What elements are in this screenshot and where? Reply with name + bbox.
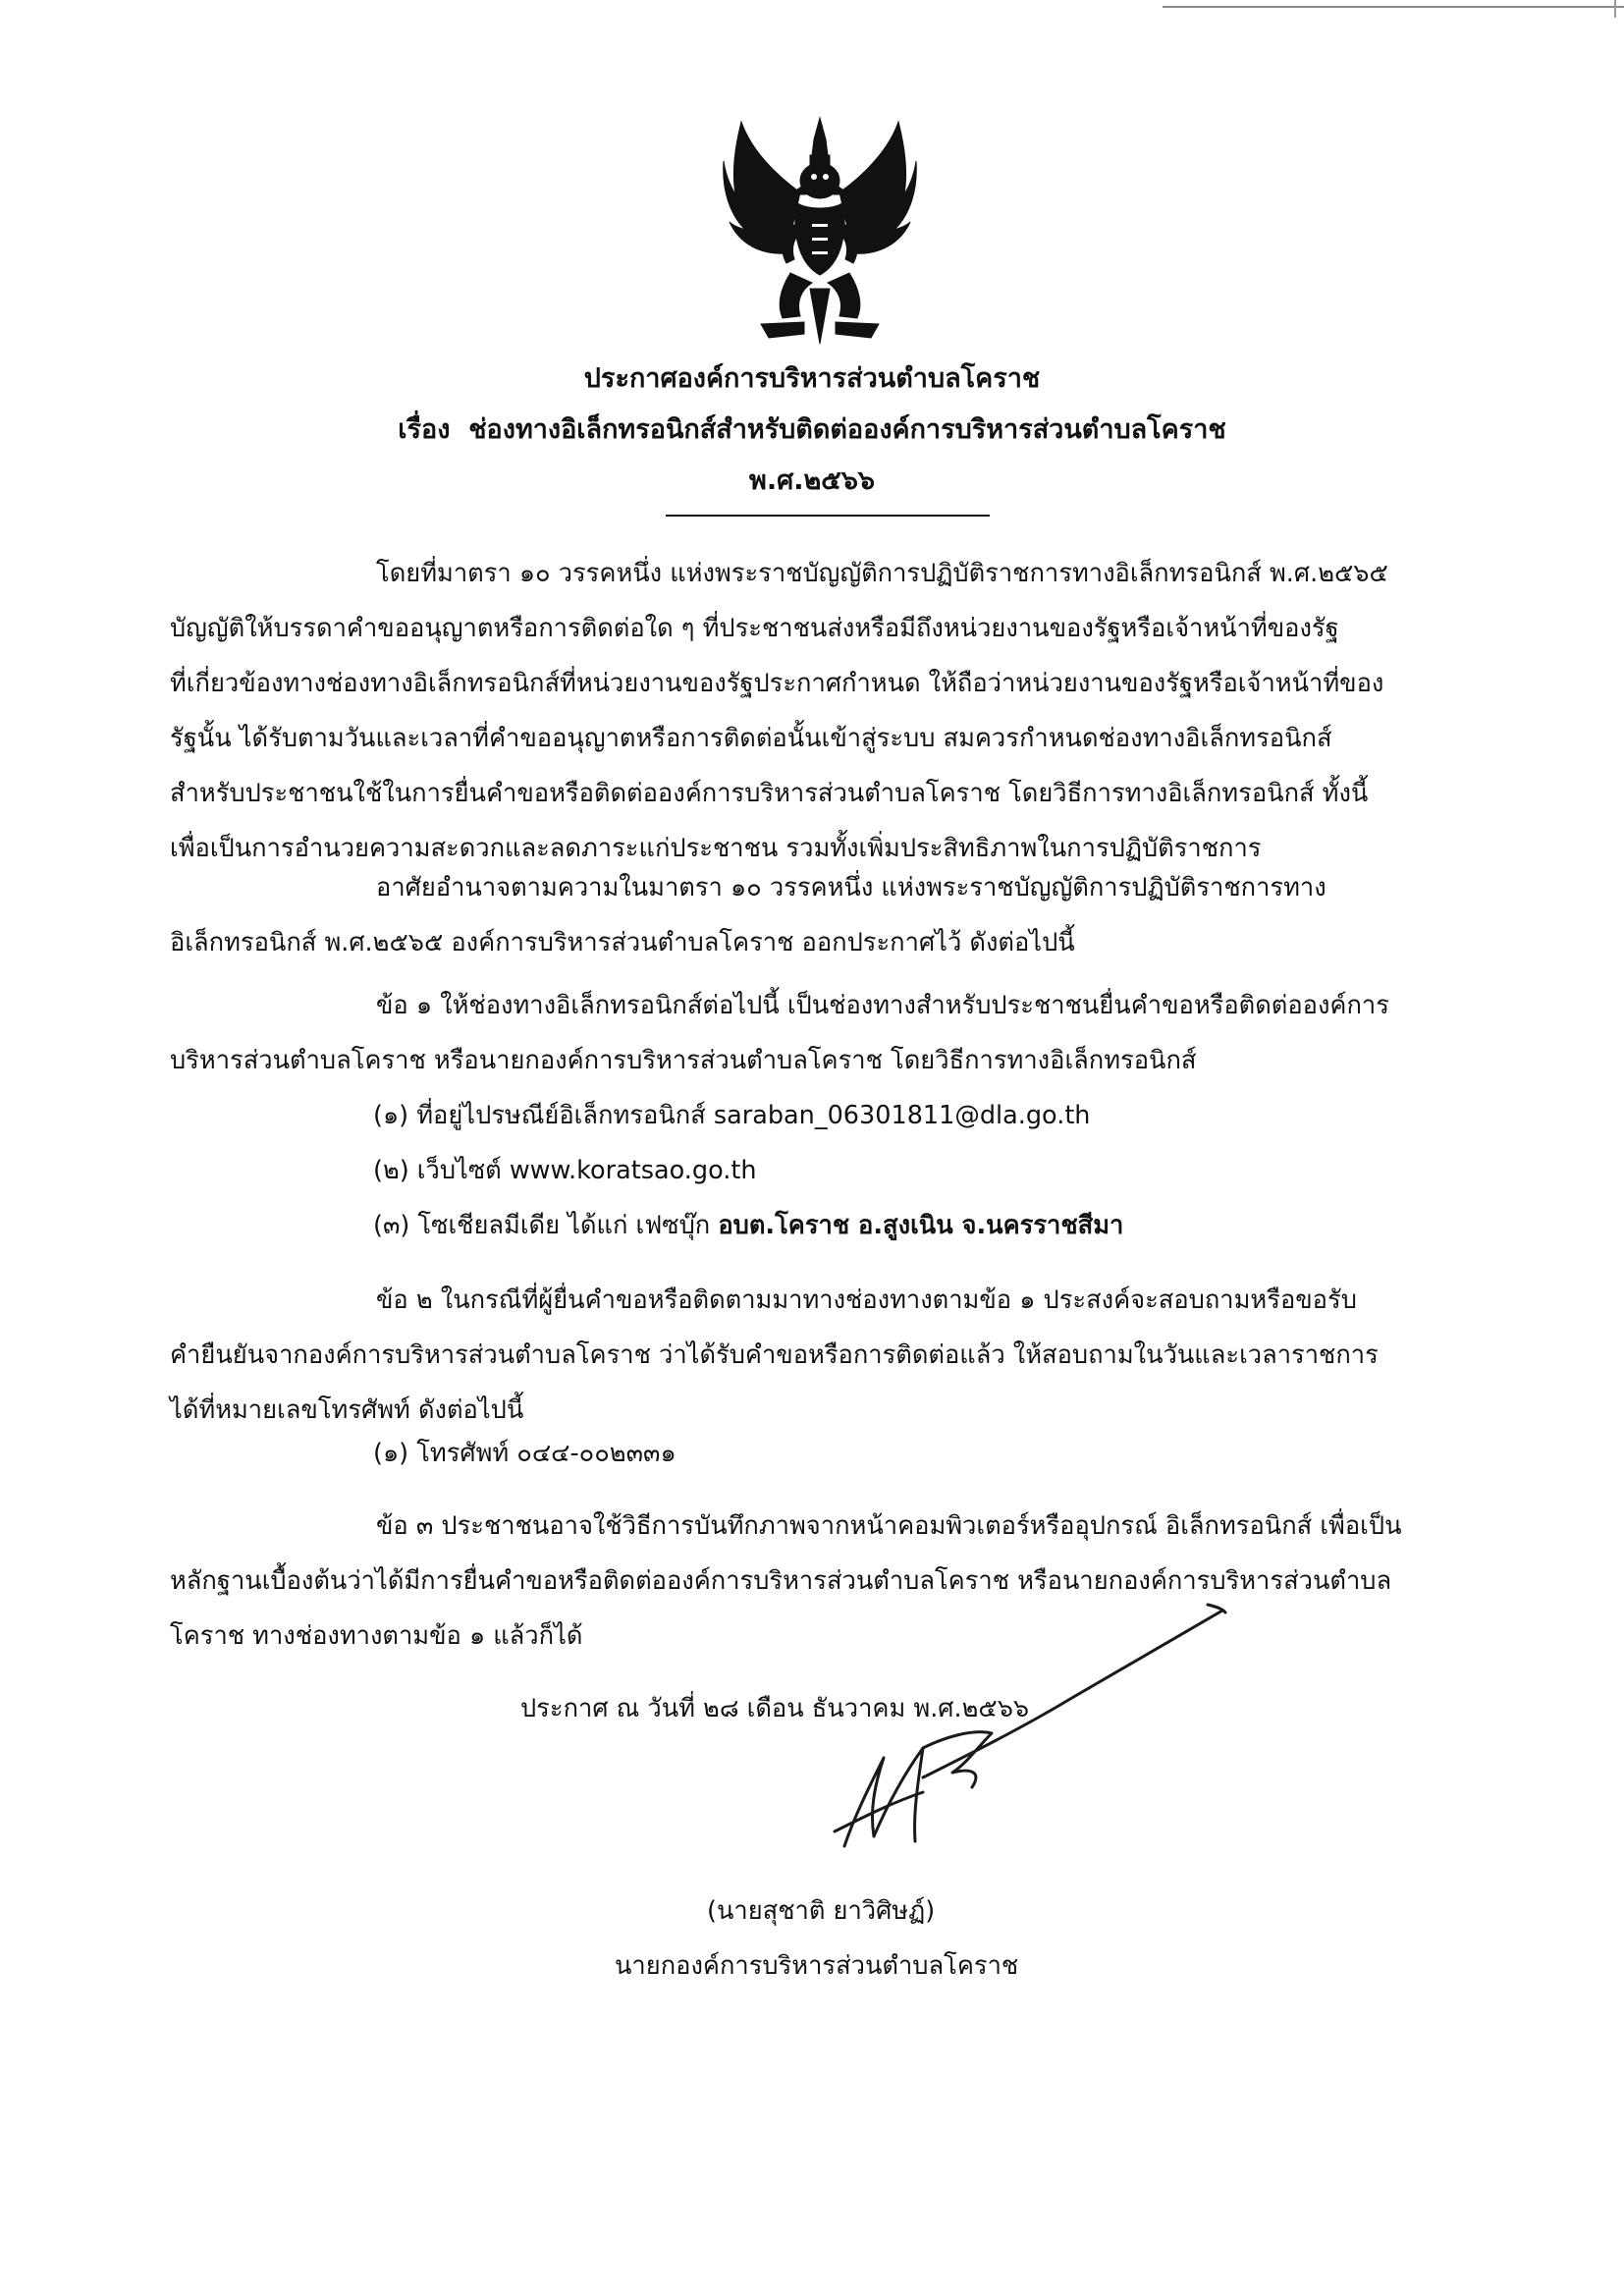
announcement-year: พ.ศ.๒๕๖๖ <box>749 465 875 496</box>
announcement-title: ประกาศองค์การบริหารส่วนตำบลโคราช <box>583 363 1041 394</box>
paragraph-line: หลักฐานเบื้องต้นว่าได้มีการยื่นคำขอหรือติดต่อองค์การบริหารส่วนตำบลโคราช หรือนายกองค์การบริหารส่วนตำบล <box>170 1566 1392 1596</box>
channel-website: (๒) เว็บไซต์ www.koratsao.go.th <box>373 1156 757 1185</box>
paragraph-line: ข้อ ๑ ให้ช่องทางอิเล็กทรอนิกส์ต่อไปนี้ เป็นช่องทางสำหรับประชาชนยื่นคำขอหรือติดต่อองค์การ <box>376 991 1389 1020</box>
announcement-date: ประกาศ ณ วันที่ ๒๘ เดือน ธันวาคม พ.ศ.๒๕๖๖ <box>520 1694 1030 1723</box>
paragraph-line: โดยที่มาตรา ๑๐ วรรคหนึ่ง แห่งพระราชบัญญัติการปฏิบัติราชการทางอิเล็กทรอนิกส์ พ.ศ.๒๕๖๕ <box>376 559 1388 588</box>
garuda-emblem-icon <box>722 116 918 347</box>
paragraph-line: รัฐนั้น ได้รับตามวันและเวลาที่คำขออนุญาตหรือการติดต่อนั้นเข้าสู่ระบบ สมควรกำหนดช่องทางอิเล็กทรอนิกส์ <box>170 724 1332 753</box>
paragraph-clause-1 <box>170 978 1486 1088</box>
paragraph-clause-2 <box>170 1273 1486 1438</box>
paragraph-line: อิเล็กทรอนิกส์ พ.ศ.๒๕๖๕ องค์การบริหารส่วนตำบลโคราช ออกประกาศไว้ ดังต่อไปนี้ <box>170 928 1075 957</box>
paragraph-line: บัญญัติให้บรรดาคำขออนุญาตหรือการติดต่อใด ๆ ที่ประชาชนส่งหรือมีถึงหน่วยงานของรัฐหรือเจ้าหน้าที่ของรัฐ <box>170 614 1339 643</box>
channel-social-name: อบต.โคราช อ.สูงเนิน จ.นครราชสีมา <box>718 1211 1124 1240</box>
scan-edge-mark <box>1163 0 1624 8</box>
paragraph-line: บริหารส่วนตำบลโคราช หรือนายกองค์การบริหารส่วนตำบลโคราช โดยวิธีการทางอิเล็กทรอนิกส์ <box>170 1046 1197 1075</box>
channel-social-label: (๓) โซเชียลมีเดีย ได้แก่ เฟซบุ๊ก <box>373 1211 711 1240</box>
signatory-position: นายกองค์การบริหารส่วนตำบลโคราช <box>615 1951 1019 1981</box>
paragraph-line: ที่เกี่ยวข้องทางช่องทางอิเล็กทรอนิกส์ที่หน่วยงานของรัฐประกาศกำหนด ให้ถือว่าหน่วยงานของรัฐหรือเจ้าหน้าที่ของ <box>170 669 1384 698</box>
paragraph-line: คำยืนยันจากองค์การบริหารส่วนตำบลโคราช ว่าได้รับคำขอหรือการติดต่อแล้ว ให้สอบถามในวันและเวลาราชการ <box>170 1340 1379 1370</box>
contact-phone: (๑) โทรศัพท์ ๐๔๔-๐๐๒๓๓๑ <box>373 1439 677 1468</box>
subject-line <box>0 410 1624 450</box>
scan-edge-tick <box>1614 0 1616 18</box>
paragraph-authority <box>170 860 1486 970</box>
subject-label: เรื่อง <box>398 414 451 445</box>
channel-email: (๑) ที่อยู่ไปรษณีย์อิเล็กทรอนิกส์ saraban_06301811@dla.go.th <box>373 1101 1091 1130</box>
paragraph-line: อาศัยอำนาจตามความในมาตรา ๑๐ วรรคหนึ่ง แห่งพระราชบัญญัติการปฏิบัติราชการทาง <box>376 873 1326 902</box>
title-underline <box>666 515 990 517</box>
paragraph-line: โคราช ทางช่องทางตามข้อ ๑ แล้วก็ได้ <box>170 1621 583 1651</box>
paragraph-line: ข้อ ๒ ในกรณีที่ผู้ยื่นคำขอหรือติดตามมาทางช่องทางตามข้อ ๑ ประสงค์จะสอบถามหรือขอรับ <box>376 1285 1357 1315</box>
paragraph-line: เพื่อเป็นการอำนวยความสะดวกและลดภาระแก่ประชาชน รวมทั้งเพิ่มประสิทธิภาพในการปฏิบัติราชการ <box>170 834 1262 863</box>
paragraph-line: ได้ที่หมายเลขโทรศัพท์ ดังต่อไปนี้ <box>170 1395 524 1425</box>
channel-social-media <box>373 1206 1123 1245</box>
handwritten-signature-icon <box>776 1591 1247 1885</box>
paragraph-preamble <box>170 546 1486 876</box>
signatory-name: (นายสุชาติ ยาวิศิษฏ์) <box>707 1896 936 1926</box>
paragraph-line: สำหรับประชาชนใช้ในการยื่นคำขอหรือติดต่อองค์การบริหารส่วนตำบลโคราช โดยวิธีการทางอิเล็กทรอนิกส์ ทั้งนี้ <box>170 779 1369 808</box>
paragraph-line: ข้อ ๓ ประชาชนอาจใช้วิธีการบันทึกภาพจากหน้าคอมพิวเตอร์หรืออุปกรณ์ อิเล็กทรอนิกส์ เพื่อเป็น <box>376 1511 1402 1541</box>
subject-text: ช่องทางอิเล็กทรอนิกส์สำหรับติดต่อองค์การบริหารส่วนตำบลโคราช <box>468 414 1226 445</box>
